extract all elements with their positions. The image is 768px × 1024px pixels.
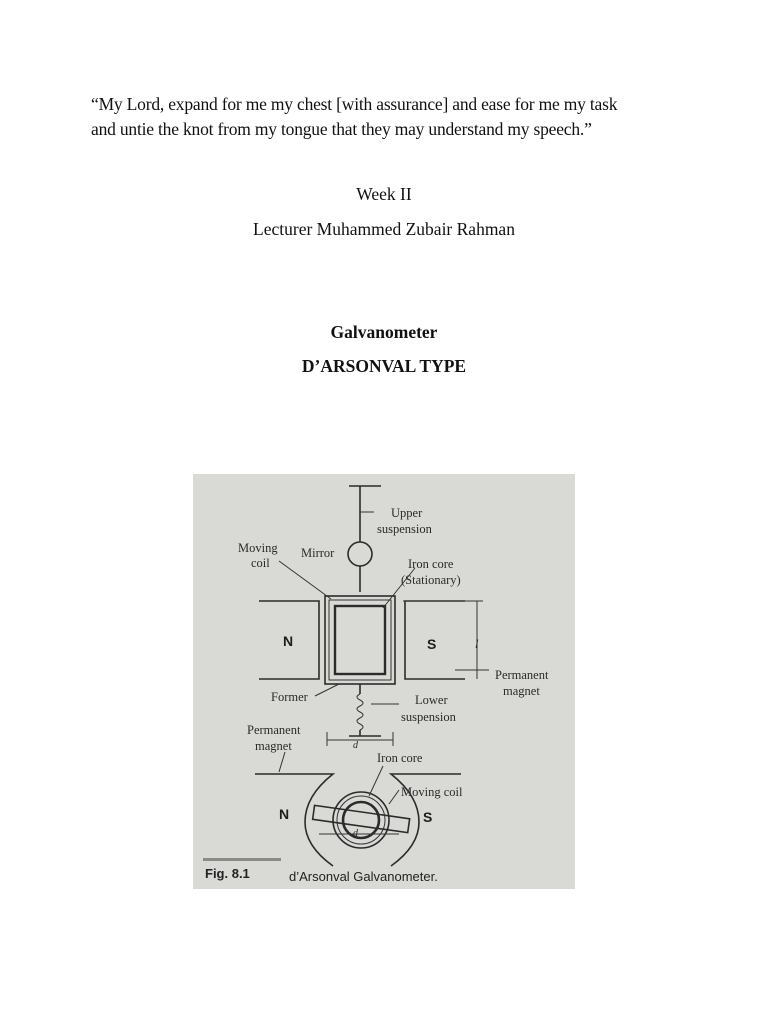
label-upper-suspension-1: Upper — [391, 506, 423, 520]
leader-moving-coil-bottom — [389, 790, 399, 804]
label-permanent-magnet-right-1: Permanent — [495, 668, 549, 682]
caption-text: d’Arsonval Galvanometer. — [289, 869, 438, 884]
label-iron-core-bottom: Iron core — [377, 751, 423, 765]
caption-rule — [203, 858, 281, 861]
pole-n-top: N — [283, 633, 294, 649]
caption-number: Fig. 8.1 — [205, 866, 250, 881]
former-inner — [329, 600, 391, 680]
mirror-shape — [348, 542, 372, 566]
label-permanent-magnet-left-2: magnet — [255, 739, 292, 753]
galvanometer-diagram — [193, 474, 575, 889]
moving-coil-ring-outer — [333, 792, 389, 848]
iron-core-bottom-shape — [343, 802, 379, 838]
dim-d-bottom-label: d — [353, 828, 358, 839]
label-lower-suspension-2: suspension — [401, 710, 456, 724]
galvanometer-figure — [193, 474, 575, 889]
label-moving-coil-2: coil — [251, 556, 270, 570]
week-label: Week II — [356, 184, 412, 204]
label-moving-coil-1: Moving — [238, 541, 278, 555]
label-moving-coil-bottom: Moving coil — [401, 785, 463, 799]
leader-permanent-magnet-left — [279, 752, 285, 772]
pole-s-bottom: S — [423, 809, 433, 825]
pole-s-top: S — [427, 636, 437, 652]
label-former: Former — [271, 690, 308, 704]
label-permanent-magnet-left-1: Permanent — [247, 723, 301, 737]
label-iron-core-1: Iron core — [408, 557, 454, 571]
leader-former — [315, 684, 339, 696]
label-lower-suspension-1: Lower — [415, 693, 448, 707]
section-subtitle: D’ARSONVAL TYPE — [301, 356, 467, 376]
label-mirror: Mirror — [301, 546, 335, 560]
leader-moving-coil — [279, 561, 331, 599]
quote-line-2: and untie the knot from my tongue that they may understand my speech.” — [91, 119, 592, 139]
dim-l-label: l — [475, 637, 479, 651]
coil-bar — [313, 805, 410, 832]
label-upper-suspension-2: suspension — [377, 522, 432, 536]
quote-line-1: “My Lord, expand for me my chest [with assurance] and ease for me my task — [91, 94, 618, 114]
opening-quote — [91, 92, 691, 142]
iron-core-top — [335, 606, 385, 674]
label-iron-core-2: (Stationary) — [401, 573, 461, 587]
leader-iron-core-bottom — [369, 766, 383, 796]
lower-suspension-spring — [357, 694, 363, 730]
dim-d-top-label: d — [353, 740, 358, 751]
label-permanent-magnet-right-2: magnet — [503, 684, 540, 698]
section-title: Galvanometer — [330, 322, 438, 342]
lecturer-name: Lecturer Muhammed Zubair Rahman — [253, 219, 515, 239]
pole-n-bottom: N — [279, 806, 290, 822]
